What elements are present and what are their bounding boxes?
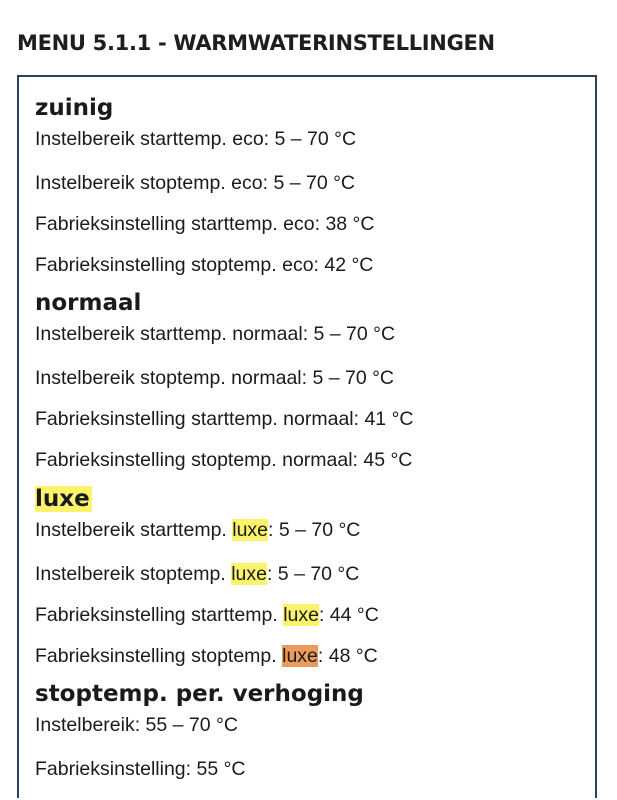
heading-highlight: luxe	[35, 486, 90, 512]
section-heading	[35, 484, 595, 514]
setting-row: Fabrieksinstelling starttemp. eco: 38 °C	[35, 213, 375, 235]
setting-row	[35, 636, 595, 677]
highlighted-term: luxe	[282, 645, 318, 667]
setting-row	[35, 554, 595, 595]
setting-row: Fabrieksinstelling starttemp. normaal: 41 °C	[35, 408, 414, 430]
setting-row: Instelbereik stoptemp. normaal: 5 – 70 °C	[35, 367, 394, 389]
section-heading: normaal	[35, 290, 142, 316]
row-label: Instelbereik starttemp.	[35, 519, 233, 541]
row-value: : 5 – 70 °C	[266, 563, 360, 585]
highlighted-term: luxe	[283, 604, 319, 626]
highlighted-term: luxe	[232, 519, 269, 541]
section-luxe	[35, 484, 595, 677]
section-heading: stoptemp. per. verhoging	[35, 681, 364, 707]
setting-row: Fabrieksinstelling stoptemp. normaal: 45 °C	[35, 449, 413, 471]
row-value: : 5 – 70 °C	[268, 519, 361, 541]
row-value: : 44 °C	[318, 604, 379, 626]
section-normaal	[35, 288, 595, 481]
section-stoptemp-verhoging	[35, 679, 595, 790]
setting-row: Instelbereik starttemp. eco: 5 – 70 °C	[35, 128, 357, 150]
setting-row: Fabrieksinstelling: 55 °C	[35, 758, 246, 780]
section-heading: zuinig	[35, 95, 114, 121]
setting-row: Fabrieksinstelling stoptemp. eco: 42 °C	[35, 254, 374, 276]
setting-row	[35, 514, 595, 546]
setting-row: Instelbereik stoptemp. eco: 5 – 70 °C	[35, 172, 355, 194]
row-label: Fabrieksinstelling starttemp.	[35, 604, 284, 626]
settings-box	[17, 75, 597, 798]
setting-row: Instelbereik: 55 – 70 °C	[35, 714, 238, 736]
row-label: Instelbereik stoptemp.	[35, 563, 232, 585]
row-value: : 48 °C	[317, 645, 378, 667]
setting-row	[35, 595, 595, 636]
row-label: Fabrieksinstelling stoptemp.	[35, 645, 283, 667]
section-zuinig	[35, 93, 595, 286]
highlighted-term: luxe	[231, 563, 267, 585]
page-title: MENU 5.1.1 - WARMWATERINSTELLINGEN	[17, 31, 495, 55]
setting-row: Instelbereik starttemp. normaal: 5 – 70 °C	[35, 323, 396, 345]
